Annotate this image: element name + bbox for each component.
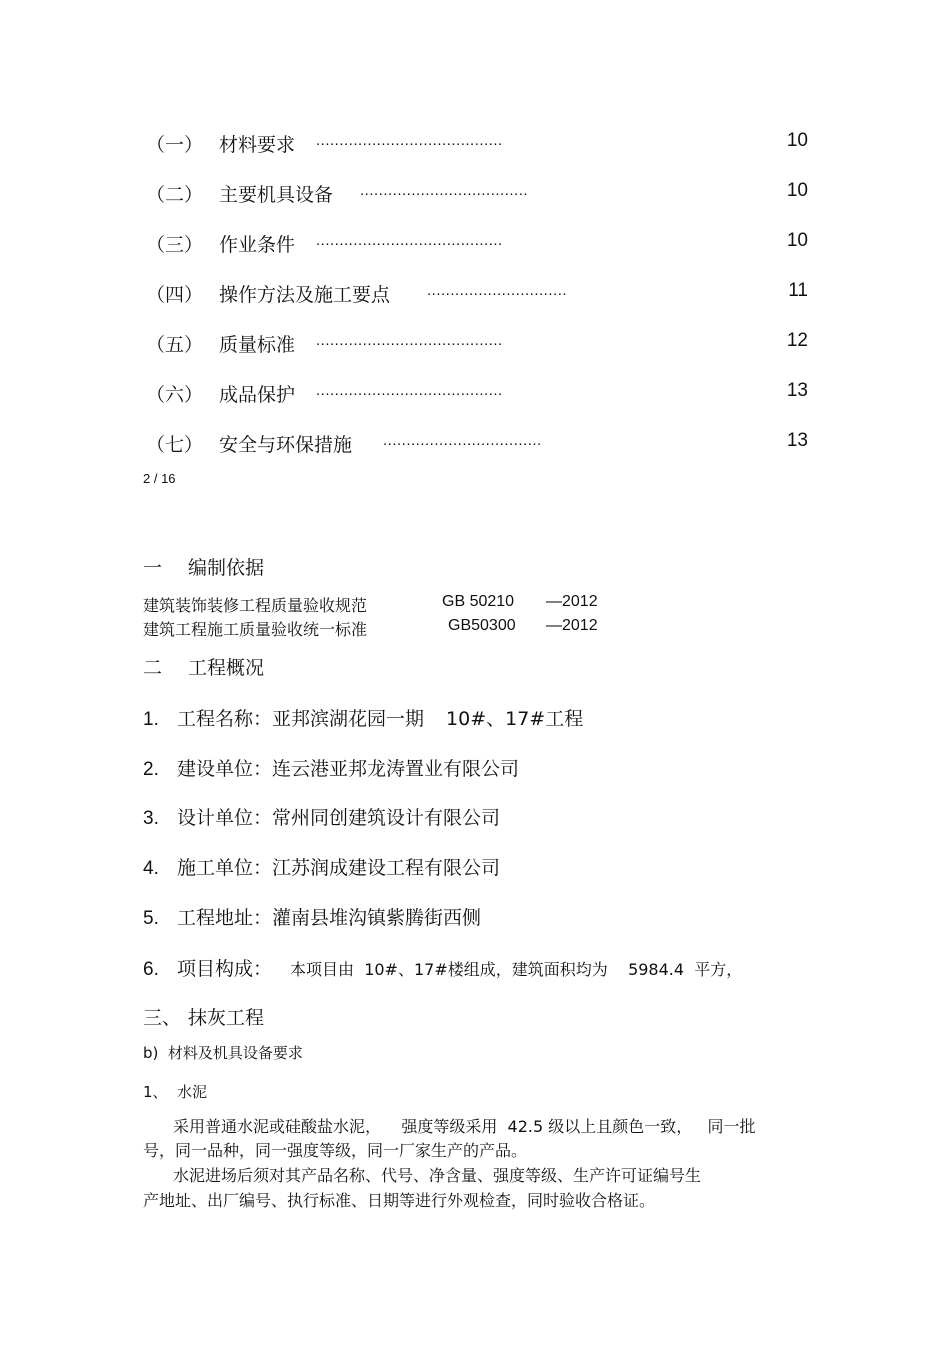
paragraph-line: 号，同一品种，同一强度等级，同一厂家生产的产品。 bbox=[143, 1141, 528, 1160]
item-index: 6. bbox=[143, 959, 159, 980]
item-value: 灌南县堆沟镇紫腾街西侧 bbox=[272, 907, 482, 929]
section-heading-plastering bbox=[143, 1003, 264, 1030]
item-index: 5. bbox=[143, 908, 159, 929]
toc-number: （三） bbox=[146, 234, 204, 256]
item-value: 本项目由 10#、17#楼组成，建筑面积均为 5984.4 平方， bbox=[290, 960, 743, 979]
toc-entry[interactable] bbox=[146, 280, 808, 306]
standard-name: 建筑工程施工质量验收统一标准 bbox=[143, 620, 368, 639]
toc-title: 成品保护 bbox=[219, 384, 296, 406]
toc-leader-dots: .............................. bbox=[427, 282, 568, 299]
toc-leader-dots: ........................................ bbox=[316, 232, 503, 249]
toc-number: （五） bbox=[146, 334, 204, 356]
toc-page-number: 13 bbox=[786, 430, 808, 451]
toc-number: （六） bbox=[146, 384, 204, 406]
item-value: 连云港亚邦龙涛置业有限公司 bbox=[272, 758, 520, 780]
reference-standard bbox=[143, 593, 623, 615]
overview-item-address bbox=[143, 903, 481, 930]
toc-page-number: 11 bbox=[788, 280, 808, 301]
overview-item-project-name bbox=[143, 704, 583, 731]
overview-item-contractor bbox=[143, 853, 500, 880]
item-index: 2. bbox=[143, 759, 159, 780]
reference-standard bbox=[143, 617, 623, 639]
toc-page-number: 10 bbox=[786, 130, 808, 151]
item-label: 设计单位： bbox=[177, 807, 273, 829]
section-title: 工程概况 bbox=[188, 657, 265, 679]
item-value-extra: 10#、17#工程 bbox=[446, 708, 584, 730]
toc-title: 操作方法及施工要点 bbox=[219, 284, 391, 306]
toc-number: （一） bbox=[146, 134, 204, 156]
standard-year: —2012 bbox=[546, 593, 598, 610]
item-label: 项目构成： bbox=[177, 958, 273, 980]
toc-leader-dots: ........................................ bbox=[316, 332, 503, 349]
standard-year: —2012 bbox=[546, 617, 598, 634]
toc-entry[interactable] bbox=[146, 130, 808, 156]
toc-title: 质量标准 bbox=[219, 334, 296, 356]
item-value: 常州同创建筑设计有限公司 bbox=[272, 807, 501, 829]
overview-item-developer bbox=[143, 754, 519, 781]
paragraph-line: 产地址、出厂编号、执行标准、日期等进行外观检查，同时验收合格证。 bbox=[143, 1191, 656, 1210]
overview-item-designer bbox=[143, 803, 500, 830]
subsection-heading: b) 材料及机具设备要求 bbox=[143, 1044, 303, 1062]
toc-page-number: 12 bbox=[786, 330, 808, 351]
item-label: 施工单位： bbox=[177, 857, 273, 879]
toc-title: 材料要求 bbox=[219, 134, 296, 156]
toc-title: 安全与环保措施 bbox=[219, 434, 353, 456]
section-number: 三、 bbox=[143, 1007, 182, 1029]
toc-entry[interactable] bbox=[146, 330, 808, 356]
toc-title: 作业条件 bbox=[219, 234, 296, 256]
toc-entry[interactable] bbox=[146, 180, 808, 206]
standard-name: 建筑装饰装修工程质量验收规范 bbox=[143, 596, 368, 615]
section-title: 编制依据 bbox=[188, 557, 265, 579]
section-number: 二 bbox=[143, 657, 163, 679]
toc-page-number: 13 bbox=[786, 380, 808, 401]
page-indicator: 2 / 16 bbox=[143, 471, 176, 486]
toc-page-number: 10 bbox=[786, 230, 808, 251]
toc-entry[interactable] bbox=[146, 430, 808, 456]
item-index: 1. bbox=[143, 709, 159, 730]
toc-leader-dots: .................................... bbox=[360, 182, 529, 199]
section-number: 一 bbox=[143, 557, 163, 579]
toc-entry[interactable] bbox=[146, 380, 808, 406]
toc-number: （二） bbox=[146, 184, 204, 206]
toc-leader-dots: ........................................ bbox=[316, 382, 503, 399]
section-heading-basis bbox=[143, 553, 264, 580]
toc-leader-dots: ........................................ bbox=[316, 132, 503, 149]
item-label: 工程地址： bbox=[177, 907, 273, 929]
toc-title: 主要机具设备 bbox=[219, 184, 334, 206]
paragraph-line: 采用普通水泥或硅酸盐水泥， 强度等级采用 42.5 级以上且颜色一致， 同一批 bbox=[173, 1117, 756, 1136]
overview-item-composition bbox=[143, 954, 742, 981]
item-label: 建设单位： bbox=[177, 758, 273, 780]
toc-entry[interactable] bbox=[146, 230, 808, 256]
item-value: 亚邦滨湖花园一期 bbox=[272, 708, 425, 730]
toc-page-number: 10 bbox=[786, 180, 808, 201]
item-heading-cement: 1、 水泥 bbox=[143, 1083, 208, 1101]
item-index: 3. bbox=[143, 808, 159, 829]
toc-leader-dots: .................................. bbox=[383, 432, 542, 449]
standard-code: GB 50210 bbox=[442, 593, 515, 610]
section-title: 抹灰工程 bbox=[188, 1007, 265, 1029]
item-index: 4. bbox=[143, 858, 159, 879]
section-heading-overview bbox=[143, 653, 264, 680]
paragraph-line: 水泥进场后须对其产品名称、代号、净含量、强度等级、生产许可证编号生 bbox=[173, 1166, 702, 1185]
toc-number: （七） bbox=[146, 434, 204, 456]
item-label: 工程名称： bbox=[177, 708, 273, 730]
item-value: 江苏润成建设工程有限公司 bbox=[272, 857, 501, 879]
standard-code: GB50300 bbox=[448, 617, 516, 634]
toc-number: （四） bbox=[146, 284, 204, 306]
